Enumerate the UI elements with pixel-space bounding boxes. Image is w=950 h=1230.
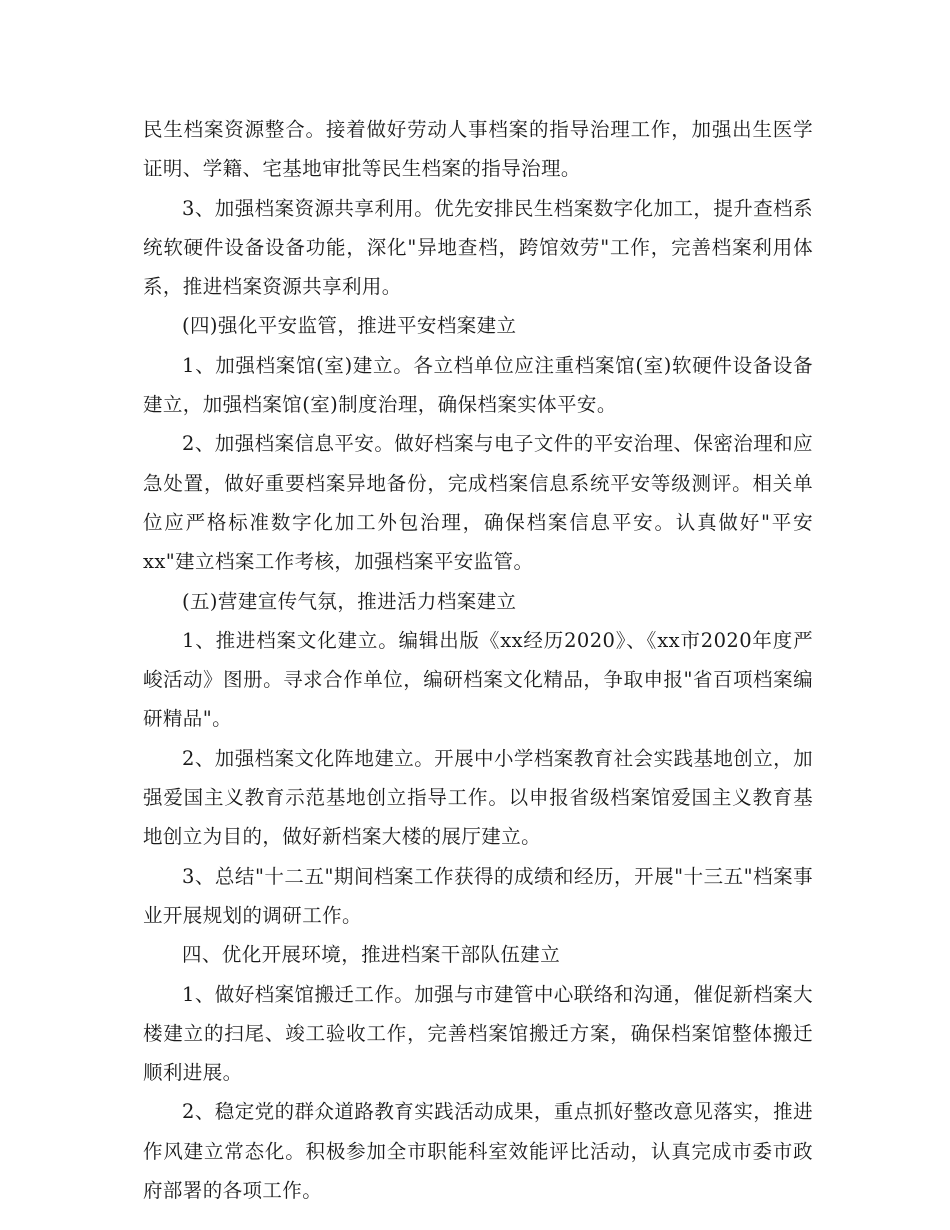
- paragraph-item-1-archive-culture: 1、推进档案文化建立。编辑出版《xx经历2020》、《xx市2020年度严峻活动》图册。寻求合作单位，编研档案文化精品，争取申报"省百项档案编研精品"。: [143, 628, 813, 731]
- paragraph-item-3-resource-sharing: 3、加强档案资源共享利用。优先安排民生档案数字化加工，提升查档系统软硬件设备设备功能，深化"异地查档，跨馆效劳"工作，完善档案利用体系，推进档案资源共享利用。: [143, 196, 813, 299]
- paragraph-continuation: 民生档案资源整合。接着做好劳动人事档案的指导治理工作，加强出生医学证明、学籍、宅基地审批等民生档案的指导治理。: [143, 118, 813, 181]
- section-heading-4: (四)强化平安监管，推进平安档案建立: [182, 314, 517, 338]
- paragraph-item-2-party-education: 2、稳定党的群众道路教育实践活动成果，重点抓好整改意见落实，推进作风建立常态化。积极参加全市职能科室效能评比活动，认真完成市委市政府部署的各项工作。: [143, 1100, 813, 1203]
- paragraph-item-1-relocation: 1、做好档案馆搬迁工作。加强与市建管中心联络和沟通，催促新档案大楼建立的扫尾、竣工验收工作，完善档案馆搬迁方案，确保档案馆整体搬迁顺利进展。: [143, 982, 813, 1085]
- section-heading-5: (五)营建宣传气氛，推进活力档案建立: [182, 589, 517, 613]
- section-heading-four: 四、优化开展环境，推进档案干部队伍建立: [182, 943, 561, 967]
- paragraph-item-3-five-year-plan: 3、总结"十二五"期间档案工作获得的成绩和经历，开展"十三五"档案事业开展规划的调研工作。: [143, 864, 813, 927]
- document-page: [143, 110, 813, 1210]
- paragraph-item-1-archive-building: 1、加强档案馆(室)建立。各立档单位应注重档案馆(室)软硬件设备设备建立，加强档案馆(室)制度治理，确保档案实体平安。: [143, 353, 813, 417]
- paragraph-item-2-info-security: 2、加强档案信息平安。做好档案与电子文件的平安治理、保密治理和应急处置，做好重要档案异地备份，完成档案信息系统平安等级测评。相关单位应严格标准数字化加工外包治理，确保档案信息平安。认真做好"平安xx"建立档案工作考核，加强档案平安监管。: [143, 432, 813, 574]
- paragraph-item-2-culture-base: 2、加强档案文化阵地建立。开展中小学档案教育社会实践基地创立，加强爱国主义教育示范基地创立指导工作。以申报省级档案馆爱国主义教育基地创立为目的，做好新档案大楼的展厅建立。: [143, 746, 813, 849]
